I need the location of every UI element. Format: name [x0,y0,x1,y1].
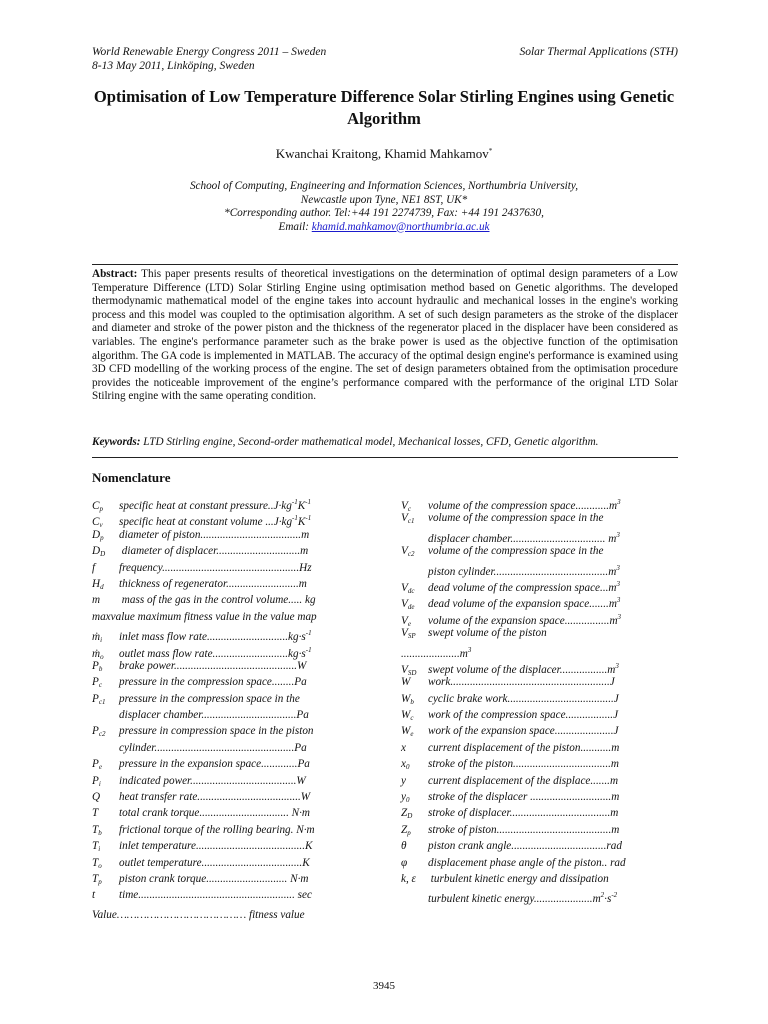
nomenclature-symbol: $V_{c1}$ [401,512,415,526]
nomenclature-description: stroke of piston.........................................m [428,823,620,836]
nomenclature-description: stroke of the piston...................................m [428,758,620,771]
nomenclature-symbol: $D_D$ [92,545,106,559]
paper-title: Optimisation of Low Temperature Difference Solar Stirling Engines using Genetic Algorithm [93,87,675,128]
nomenclature-description: turbulent kinetic energy and dissipation [428,872,609,885]
nomenclature-symbol: $T_b$ [92,823,102,837]
nomenclature-subscript: i [100,636,103,645]
nomenclature-subscript: c [410,714,414,723]
nomenclature-symbol: $T_i$ [92,840,101,854]
unit-exponent: 3 [616,563,620,572]
nomenclature-description: diameter of displacer..............................m [119,545,309,558]
nomenclature-symbol: T [92,807,99,820]
nomenclature-entry [401,822,691,838]
nomenclature-description: stroke of displacer....................................m [428,807,619,820]
nomenclature-entry [401,838,691,854]
nomenclature-entry [401,642,691,658]
nomenclature-description: work.........................................................J [428,676,615,689]
nomenclature-description: dead volume of the expansion space.......m [428,598,617,611]
nomenclature-description: specific heat at constant pressure..J·kg [119,500,292,512]
abstract-bottom-rule [92,457,678,458]
nomenclature-entry [92,822,387,838]
nomenclature-subscript: dc [407,586,415,595]
nomenclature-subscript: de [407,603,415,612]
nomenclature-entry [92,756,387,772]
nomenclature-symbol: $W_e$ [401,725,414,739]
nomenclature-description: brake power............................................W [119,659,307,672]
nomenclature-description: inlet temperature.......................................K [119,840,313,853]
nomenclature-entry [92,658,387,674]
nomenclature-entry [401,740,691,756]
nomenclature-description: volume of the expansion space................m [428,614,618,627]
corresponding-mark: * [488,147,493,155]
nomenclature-symbol: $V_{c2}$ [401,545,415,559]
nomenclature-entry [92,740,387,756]
nomenclature-symbol: $P_{c2}$ [92,725,106,739]
nomenclature-title: Nomenclature [92,470,171,485]
nomenclature-symbol: $C_p$ [92,500,103,513]
nomenclature-symbol: $P_c$ [92,676,102,690]
unit-text: K [297,516,306,529]
nomenclature-subscript: i [98,845,101,854]
nomenclature-entry [92,707,387,723]
nomenclature-entry [401,543,691,559]
nomenclature-subscript: i [98,779,101,788]
nomenclature-subscript: c2 [407,550,415,559]
nomenclature-symbol: maxvalue [92,610,135,623]
nomenclature-symbol: $D_p$ [92,528,104,542]
nomenclature-description: thickness of regenerator..........................m [119,577,307,590]
nomenclature-subscript: 0 [405,763,410,772]
nomenclature-subscript: c1 [98,697,106,706]
nomenclature-subscript: p [98,877,102,886]
keywords [92,436,678,450]
nomenclature-symbol: $P_e$ [92,758,102,772]
nomenclature-description: heat transfer rate.....................................W [119,791,311,804]
nomenclature-subscript: d [100,582,104,591]
nomenclature-symbol: ṁ$_o$ [92,647,104,661]
abstract [92,268,678,404]
author-names: Kwanchai Kraitong, Khamid Mahkamov [275,146,489,161]
nomenclature-entry [92,510,387,530]
nomenclature-description: pressure in the expansion space.............Pa [119,758,310,771]
nomenclature-description: diameter of piston....................................m [119,528,310,541]
nomenclature-description: swept volume of the displacer.................m [428,663,616,676]
unit-exponent: 3 [616,530,620,539]
nomenclature-symbol: $Z_p$ [401,823,411,837]
nomenclature-symbol: k, ε [401,872,416,885]
nomenclature-entry [92,789,387,805]
nomenclature-symbol: $V_e$ [401,614,411,628]
nomenclature-entry [92,494,387,513]
nomenclature-description: specific heat at constant volume ...J·kg [119,516,293,529]
nomenclature-subscript: v [99,521,103,530]
nomenclature-subscript: e [407,619,411,628]
nomenclature-description: pressure in the compression space in the [119,692,300,705]
email-label: Email: [278,220,312,233]
nomenclature-continuation: displacer chamber..................................Pa [119,709,309,722]
nomenclature-subscript: e [98,763,102,772]
nomenclature-description: total crank torque................................ N·m [119,807,311,820]
nomenclature-entry [401,773,691,789]
affiliation-line-1: School of Computing, Engineering and Information Sciences, Northumbria University, [189,180,579,192]
nomenclature-description: volume of the compression space............m [428,500,618,512]
unit-text: ·s [604,893,612,906]
unit-exponent: 3 [617,498,621,506]
nomenclature-left-column [92,494,387,904]
nomenclature-entry [92,805,387,821]
nomenclature-symbol: $V_c$ [401,500,411,513]
nomenclature-entry [92,674,387,690]
nomenclature-entry [92,855,387,871]
nomenclature-entry [401,805,691,821]
nomenclature-subscript: D [407,812,413,821]
nomenclature-description: outlet mass flow rate...........................kg·s [119,647,306,660]
unit-exponent: -1 [305,629,312,638]
nomenclature-description: current displacement of the piston...........m [428,741,620,754]
nomenclature-description: pressure in compression space in the piston [119,725,314,738]
nomenclature-description: indicated power......................................W [119,774,306,787]
nomenclature-entry [401,494,691,513]
nomenclature-right-column [401,494,691,904]
nomenclature-entry [92,527,387,543]
nomenclature-entry [92,625,387,645]
abstract-text: This paper presents results of theoretical investigations on the determination of optimal design parameters of a Low Temperature Difference (LTD) Solar Stirling Engine using optimisation method based on Genetic algorithms. The developed thermodynamic mathematical model of the engine takes into account hydraulic and mechanical losses in the engine's working process and this model was coupled to the optimisation algorithm. A set of such design parameters as the stroke of the displacer and diameter and stroke of the power piston and the thickness of the regenerator placed in the displacer have been considered as variables. The engine's performance parameter such as the brake power is used as the objective function of the optimisation algorithm. The GA code is implemented in MATLAB. The accuracy of the optimal design engine's performance is examined using 3D CFD modelling of the working process of the engine. The set of design parameters obtained from the optimisation procedure provides the noticeable improvement of the engine’s performance compared with the performance of the original LTD Solar Stilring engine with the same operating condition. [92,268,678,403]
nomenclature-description: frictional torque of the rolling bearing. N·m [119,823,315,836]
nomenclature-symbol: $V_{SP}$ [401,627,416,641]
nomenclature-entry [92,609,387,625]
nomenclature-symbol: $T_p$ [92,872,102,886]
unit-exponent: -1 [305,645,312,654]
nomenclature-entry [401,674,691,690]
nomenclature-symbol: $P_b$ [92,659,103,673]
nomenclature-subscript: p [100,533,104,542]
nomenclature-entry [92,560,387,576]
nomenclature-symbol: $V_{de}$ [401,598,415,612]
nomenclature-description: work of the expansion space.....................J [428,725,619,738]
nomenclature-description: stroke of the displacer .............................m [428,791,620,804]
nomenclature-entry [401,691,691,707]
nomenclature-description: work of the compression space.................J [428,709,619,722]
nomenclature-subscript: c [98,681,102,690]
nomenclature-entry [401,855,691,871]
nomenclature-symbol: θ [401,840,407,853]
email-link[interactable]: khamid.mahkamov@northumbria.ac.uk [311,220,490,233]
keywords-text: LTD Stirling engine, Second-order mathematical model, Mechanical losses, CFD, Genetic algorithm. [140,436,599,448]
nomenclature-description: frequency.................................................Hz [119,561,312,574]
nomenclature-symbol: $P_i$ [92,774,101,788]
nomenclature-continuation: .....................m [401,647,468,660]
nomenclature-entry [401,625,691,641]
nomenclature-entry [92,773,387,789]
nomenclature-description: piston crank angle..................................rad [428,840,622,853]
nomenclature-description: pressure in the compression space........Pa [119,676,307,689]
unit-exponent: -2 [611,891,618,900]
unit-text: K [297,500,306,512]
nomenclature-symbol: $y_0$ [401,791,410,805]
nomenclature-subscript: D [100,550,106,559]
nomenclature-symbol: $H_d$ [92,577,104,591]
nomenclature-description: cyclic brake work......................................J [428,692,619,705]
nomenclature-entry [401,887,691,906]
nomenclature-subscript: e [410,730,414,739]
nomenclature-entry [401,658,691,677]
nomenclature-symbol: W [401,676,411,689]
nomenclature-subscript: SD [407,668,417,677]
nomenclature-subscript: p [407,828,411,837]
abstract-top-rule [92,264,678,265]
nomenclature-description: time........................................................ sec [119,889,312,902]
nomenclature-entry [92,838,387,854]
nomenclature-entry [401,707,691,723]
nomenclature-description: mass of the gas in the control volume..... kg [119,594,316,607]
nomenclature-description: volume of the compression space in the [428,512,604,525]
nomenclature-symbol: $T_o$ [92,856,102,870]
unit-exponent: -1 [291,498,298,506]
nomenclature-entry [401,871,691,887]
nomenclature-entry [92,642,387,661]
nomenclature-symbol: $Z_D$ [401,807,413,821]
nomenclature-entry [401,510,691,526]
nomenclature-description: inlet mass flow rate.............................kg·s [119,631,306,644]
nomenclature-entry [401,609,691,628]
keywords-label: Keywords: [92,436,141,448]
nomenclature-symbol: $P_{c1}$ [92,692,106,706]
nomenclature-entry [92,576,387,592]
nomenclature-continuation: turbulent kinetic energy.....................m [428,893,601,906]
affiliation [0,180,768,234]
nomenclature-subscript: o [100,652,104,661]
value-definition: Value………………………………… fitness value [92,909,305,921]
nomenclature-symbol: x [401,741,406,754]
nomenclature-subscript: b [98,664,103,673]
nomenclature-symbol: $W_c$ [401,709,414,723]
nomenclature-symbol: ṁ$_i$ [92,631,103,645]
nomenclature-entry [92,887,387,903]
nomenclature-symbol: $x_0$ [401,758,410,772]
header-track: Solar Thermal Applications (STH) [519,46,678,58]
abstract-label: Abstract: [92,268,138,280]
nomenclature-entry [92,723,387,739]
unit-exponent: -1 [292,514,298,523]
nomenclature-subscript: b [98,828,102,837]
nomenclature-continuation: cylinder..................................................Pa [119,741,307,754]
nomenclature-subscript: 0 [405,796,410,805]
nomenclature-entry [92,592,387,608]
nomenclature-description: current displacement of the displace.......m [428,774,619,787]
nomenclature-entry [92,871,387,887]
unit-exponent: 2 [600,891,605,900]
nomenclature-subscript: c [407,505,411,513]
affiliation-line-3: *Corresponding author. Tel:+44 191 2274739, Fax: +44 191 2437630, [224,207,544,219]
nomenclature-entry [92,691,387,707]
nomenclature-description: swept volume of the piston [428,627,547,640]
nomenclature-description: volume of the compression space in the [428,545,604,558]
nomenclature-description: displacement phase angle of the piston.. rad [428,856,626,869]
nomenclature-entry [401,576,691,595]
nomenclature-entry [401,789,691,805]
unit-exponent: -1 [305,514,312,523]
unit-exponent: 3 [615,661,619,670]
nomenclature-subscript: c1 [407,517,415,526]
header-conference: World Renewable Energy Congress 2011 – Sweden [92,46,327,58]
nomenclature-continuation: displacer chamber.................................. m [428,532,617,545]
nomenclature-description: maximum fitness value in the value map [134,610,317,623]
nomenclature-symbol: t [92,889,96,902]
nomenclature-symbol: Q [92,791,101,804]
unit-exponent: 3 [617,612,622,621]
nomenclature-symbol: $V_{dc}$ [401,581,415,595]
nomenclature-subscript: o [98,861,102,870]
unit-exponent: 3 [616,579,620,588]
nomenclature-subscript: b [410,697,414,706]
nomenclature-symbol: $C_v$ [92,516,103,530]
nomenclature-entry [401,756,691,772]
nomenclature-entry [401,592,691,612]
affiliation-email-line [0,221,768,235]
nomenclature-entry [401,560,691,576]
nomenclature-description: outlet temperature....................................K [119,856,310,869]
header-dates: 8-13 May 2011, Linköping, Sweden [92,60,255,72]
nomenclature-symbol: φ [401,856,408,869]
page-number: 3945 [373,980,395,992]
affiliation-line-2: Newcastle upon Tyne, NE1 8ST, UK* [300,193,468,206]
unit-exponent: 3 [616,596,621,605]
nomenclature-subscript: p [99,505,103,513]
nomenclature-symbol: m [92,594,101,607]
nomenclature-symbol: y [401,774,406,787]
nomenclature-description: dead volume of the compression space...m [428,581,617,594]
unit-exponent: 3 [467,645,472,654]
nomenclature-symbol: $V_{SD}$ [401,663,417,677]
nomenclature-subscript: c2 [98,730,106,739]
nomenclature-entry [401,527,691,543]
nomenclature-subscript: SP [407,632,416,641]
nomenclature-entry [401,723,691,739]
authors [0,146,768,162]
nomenclature-symbol: $W_b$ [401,692,414,706]
nomenclature-symbol: f [92,561,96,574]
nomenclature-description: piston crank torque............................. N·m [119,872,309,885]
unit-exponent: -1 [305,498,312,506]
nomenclature-continuation: piston cylinder.........................................m [428,565,617,578]
nomenclature-entry [92,543,387,559]
